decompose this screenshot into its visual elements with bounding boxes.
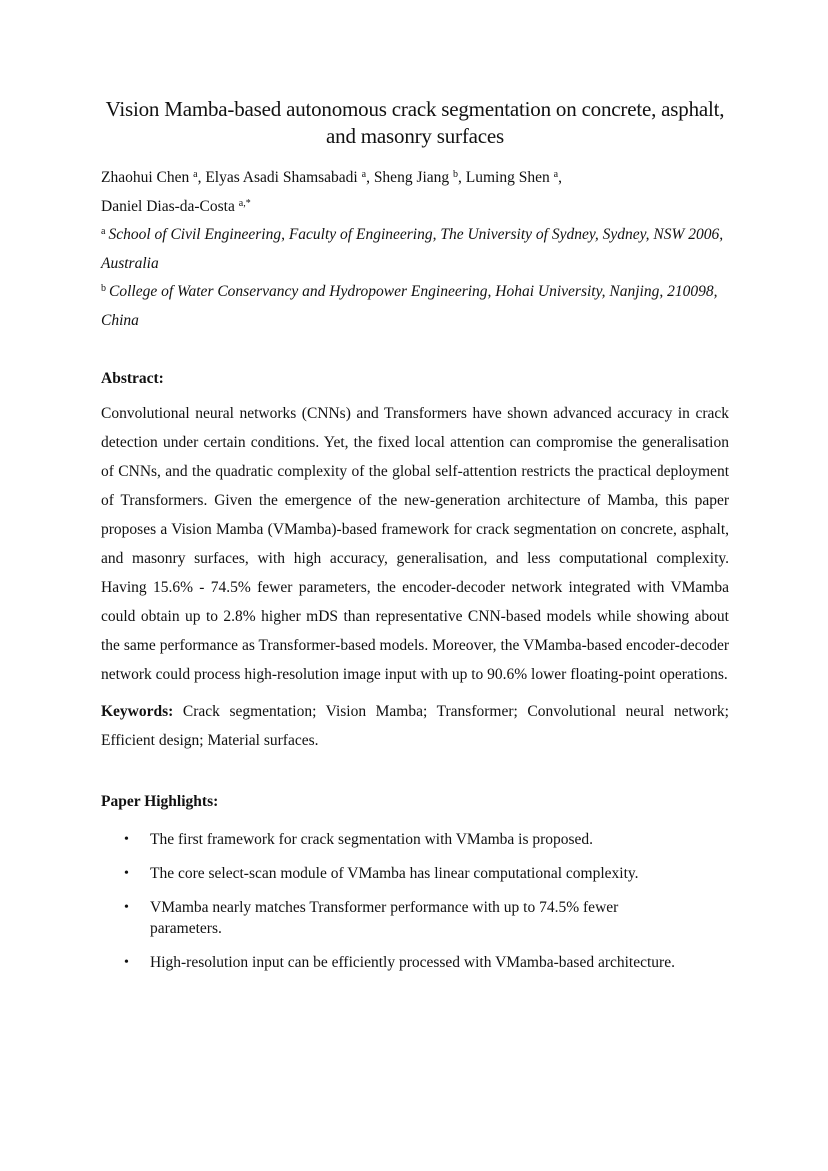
- bullet-icon: •: [124, 900, 129, 915]
- highlight-item: • High-resolution input can be efficiently processed with VMamba-based architecture.: [124, 954, 675, 971]
- keywords-text: Crack segmentation; Vision Mamba; Transformer; Convolutional neural network; Efficient design; Material surfaces.: [101, 703, 729, 749]
- affiliation-mark: b: [101, 283, 106, 294]
- author-line-2: [101, 198, 251, 215]
- abstract-body: Convolutional neural networks (CNNs) and Transformers have shown advanced accuracy in crack detection under certain conditions. Yet, the fixed local attention can compromise the generalisation of CNNs, and the quadratic complexity of the global self-attention restricts the practical deployment of Transformers. Given the emergence of the new-generation architecture of Mamba, this paper proposes a Vision Mamba (VMamba)-based framework for crack segmentation on concrete, asphalt, and masonry surfaces, with high accuracy, generalisation, and less computational complexity. Having 15.6% - 74.5% fewer parameters, the encoder-decoder network integrated with VMamba could obtain up to 2.8% higher mDS than representative CNN-based models while showing about the same performance as Transformer-based models. Moreover, the VMamba-based encoder-decoder network could process high-resolution image input with up to 90.6% lower floating-point operations.: [101, 405, 729, 683]
- affiliation-mark: a: [553, 169, 559, 180]
- affiliation-mark: a: [101, 226, 106, 237]
- affiliation-b: $^b$ College of Water Conservancy and Hydropower Engineering, Hohai University, Nanjing, 210098, China: [101, 283, 718, 329]
- author-list: [101, 164, 729, 221]
- highlight-item: • The core select-scan module of VMamba has linear computational complexity.: [124, 865, 639, 882]
- paper-title: Vision Mamba-based autonomous crack segmentation on concrete, asphalt, and masonry surfaces: [105, 97, 725, 148]
- bullet-icon: •: [124, 955, 129, 970]
- keywords: [101, 697, 729, 755]
- affiliation-a: $^a$ School of Civil Engineering, Faculty of Engineering, The University of Sydney, Sydney, NSW 2006, Australia: [101, 226, 724, 272]
- paper-page: [101, 96, 729, 986]
- highlights-list: [101, 829, 729, 973]
- author: Sheng Jiang $^b$,: [373, 169, 466, 186]
- author: Elyas Asadi Shamsabadi $^a$,: [205, 169, 374, 186]
- author: Luming Shen $^a$,: [465, 169, 562, 186]
- highlight-item: • VMamba nearly matches Transformer performance with up to 74.5% fewer parameters.: [124, 899, 619, 937]
- abstract-heading: Abstract:: [101, 370, 164, 387]
- bullet-icon: •: [124, 866, 129, 881]
- author: Daniel Dias-da-Costa $^{a,*}$: [101, 197, 251, 215]
- affiliation-mark: a: [193, 169, 198, 180]
- affiliation-mark: a: [361, 169, 367, 180]
- highlights-heading: Paper Highlights:: [101, 793, 219, 810]
- affiliation-mark: b: [453, 169, 459, 180]
- highlight-item: • The first framework for crack segmentation with VMamba is proposed.: [124, 831, 594, 848]
- author: Zhaohui Chen $^a$,: [101, 169, 206, 186]
- keywords-label: Keywords:: [101, 703, 174, 720]
- bullet-icon: •: [124, 832, 129, 847]
- affiliation-mark: a,*: [238, 197, 251, 209]
- author-line-1: [101, 169, 562, 186]
